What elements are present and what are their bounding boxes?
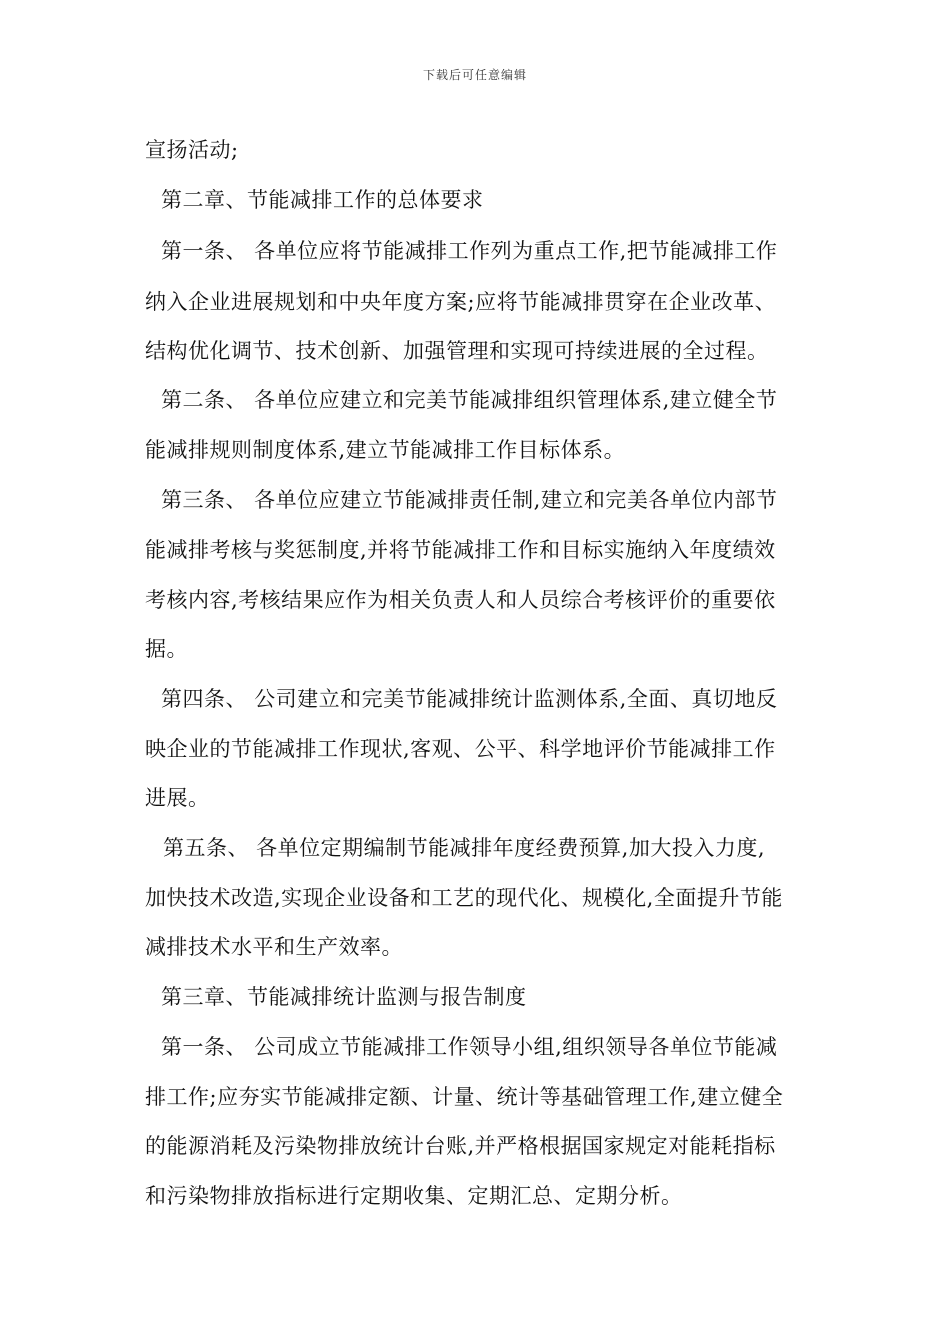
article-line: 第四条、 公司建立和完美节能减排统计监测体系,全面、真切地反 bbox=[161, 687, 778, 711]
text-line: 减排技术水平和生产效率。 bbox=[145, 935, 403, 959]
text-line: 映企业的节能减排工作现状,客观、公平、科学地评价节能减排工作 bbox=[145, 737, 776, 761]
article-line: 第一条、 公司成立节能减排工作领导小组,组织领导各单位节能减 bbox=[161, 1035, 778, 1059]
text-line: 能减排考核与奖惩制度,并将节能减排工作和目标实施纳入年度绩效 bbox=[145, 538, 776, 562]
text-line: 的能源消耗及污染物排放统计台账,并严格根据国家规定对能耗指标 bbox=[145, 1134, 776, 1158]
text-line: 和污染物排放指标进行定期收集、定期汇总、定期分析。 bbox=[145, 1184, 683, 1208]
text-line: 考核内容,考核结果应作为相关负责人和人员综合考核评价的重要依 bbox=[145, 588, 776, 612]
page-header: 下载后可任意编辑 bbox=[422, 68, 527, 82]
text-line: 加快技术改造,实现企业设备和工艺的现代化、规模化,全面提升节能 bbox=[145, 886, 783, 910]
article-line: 第五条、 各单位定期编制节能减排年度经费预算,加大投入力度, bbox=[163, 836, 766, 860]
chapter-heading: 第三章、节能减排统计监测与报告制度 bbox=[161, 985, 527, 1009]
text-line: 进展。 bbox=[145, 786, 210, 810]
text-line: 能减排规则制度体系,建立节能减排工作目标体系。 bbox=[145, 438, 626, 462]
article-line: 第一条、 各单位应将节能减排工作列为重点工作,把节能减排工作 bbox=[161, 239, 778, 263]
article-line: 第二条、 各单位应建立和完美节能减排组织管理体系,建立健全节 bbox=[161, 388, 778, 412]
text-line: 纳入企业进展规划和中央年度方案;应将节能减排贯穿在企业改革、 bbox=[145, 290, 777, 314]
article-line: 第三条、 各单位应建立节能减排责任制,建立和完美各单位内部节 bbox=[161, 488, 778, 512]
text-line: 宣扬活动; bbox=[145, 138, 239, 162]
chapter-heading: 第二章、节能减排工作的总体要求 bbox=[161, 188, 484, 212]
text-line: 结构优化调节、技术创新、加强管理和实现可持续进展的全过程。 bbox=[145, 339, 769, 363]
text-line: 排工作;应夯实节能减排定额、计量、统计等基础管理工作,建立健全 bbox=[145, 1085, 784, 1109]
text-line: 据。 bbox=[145, 637, 188, 661]
